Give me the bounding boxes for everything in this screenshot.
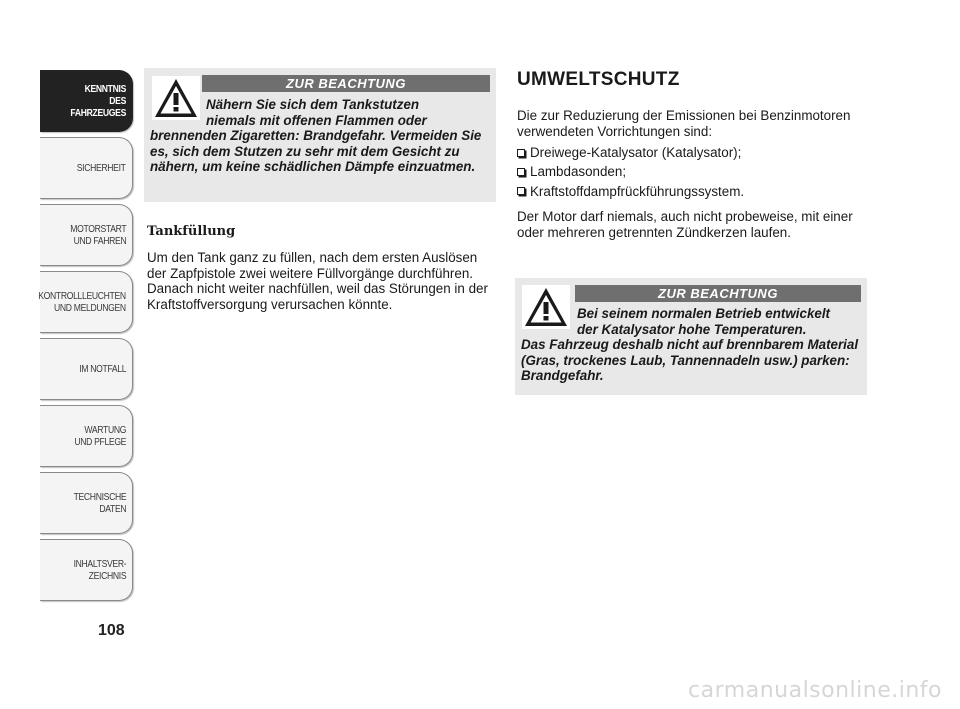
tab-kontrollleuchten-und-meldungen[interactable] — [40, 271, 133, 333]
tab-motorstart-und-fahren[interactable] — [40, 204, 133, 266]
tab-label: KENNTNIS DES FAHRZEUGES — [70, 83, 126, 119]
engine-note-text: Der Motor darf niemals, auch nicht probeweise, mit einer oder mehreren getrennten Zündkerzen laufen. — [517, 209, 853, 240]
checkbox-bullet-icon — [517, 149, 525, 157]
tab-sicherheit[interactable] — [40, 137, 133, 199]
checkbox-bullet-icon — [517, 187, 525, 195]
tab-label: KONTROLLLEUCHTEN UND MELDUNGEN — [38, 290, 126, 314]
tab-wartung-und-pflege[interactable] — [40, 405, 133, 467]
page-title: UMWELTSCHUTZ — [517, 69, 680, 90]
device-list — [517, 143, 744, 201]
warning-line: Das Fahrzeug deshalb nicht auf brennbarem Material (Gras, trockenes Laub, Tannennadeln usw.) parken: Brandgefahr. — [521, 337, 859, 384]
tab-kenntnis-des-fahrzeuges[interactable] — [40, 70, 133, 132]
intro-text: Die zur Reduzierung der Emissionen bei Benzinmotoren verwendeten Vorrichtungen sind: — [517, 108, 851, 139]
warning-line: niemals mit offenen Flammen oder — [206, 112, 427, 128]
watermark: carmanualsonline.info — [688, 678, 942, 703]
list-item-text: Lambdasonden; — [530, 164, 627, 180]
page-number: 108 — [98, 622, 125, 639]
list-item-text: Kraftstoffdampfrückführungssystem. — [530, 183, 745, 199]
tab-label: TECHNISCHE DATEN — [73, 491, 126, 515]
warning-header: ZUR BEACHTUNG — [575, 285, 861, 302]
warning-text — [150, 97, 494, 175]
tab-im-notfall[interactable] — [40, 338, 133, 400]
tab-label: IM NOTFALL — [79, 363, 126, 375]
list-item — [517, 162, 744, 181]
tab-label: INHALTSVER- ZEICHNIS — [73, 558, 126, 582]
tab-label: MOTORSTART UND FAHREN — [69, 223, 126, 247]
list-item — [517, 182, 744, 201]
warning-line: Nähern Sie sich dem Tankstutzen — [206, 97, 420, 112]
warning-text — [521, 306, 865, 384]
tab-label: SICHERHEIT — [77, 162, 126, 174]
warning-header: ZUR BEACHTUNG — [202, 75, 490, 92]
warning-box-fuel-filler — [144, 68, 496, 202]
warning-box-catalyst — [515, 278, 867, 395]
tab-technische-daten[interactable] — [40, 472, 133, 534]
list-item-text: Dreiwege-Katalysator (Katalysator); — [530, 145, 742, 160]
list-item — [517, 143, 744, 162]
tab-label: WARTUNG UND PFLEGE — [74, 424, 126, 448]
section-text-tankfuellung: Um den Tank ganz zu füllen, nach dem ersten Auslösen der Zapfpistole zwei weitere Füllvorgänge durchführen. Danach nicht weiter nachfüllen, weil das Störungen in der Kraftstoffversorgung verursachen könnte. — [147, 250, 488, 312]
warning-line: brennenden Zigaretten: Brandgefahr. Vermeiden Sie es, sich dem Stutzen zu sehr mit dem Gesicht zu nähern, um keine schädlichen Dämpfe einzuatmen. — [150, 128, 482, 175]
chapter-tabs — [40, 70, 133, 606]
section-heading-tankfuellung: Tankfüllung — [147, 224, 236, 239]
warning-line: Bei seinem normalen Betrieb entwickelt — [577, 306, 831, 321]
checkbox-bullet-icon — [517, 168, 525, 176]
warning-line: der Katalysator hohe Temperaturen. — [577, 321, 807, 337]
tab-inhaltsverzeichnis[interactable] — [40, 539, 133, 601]
